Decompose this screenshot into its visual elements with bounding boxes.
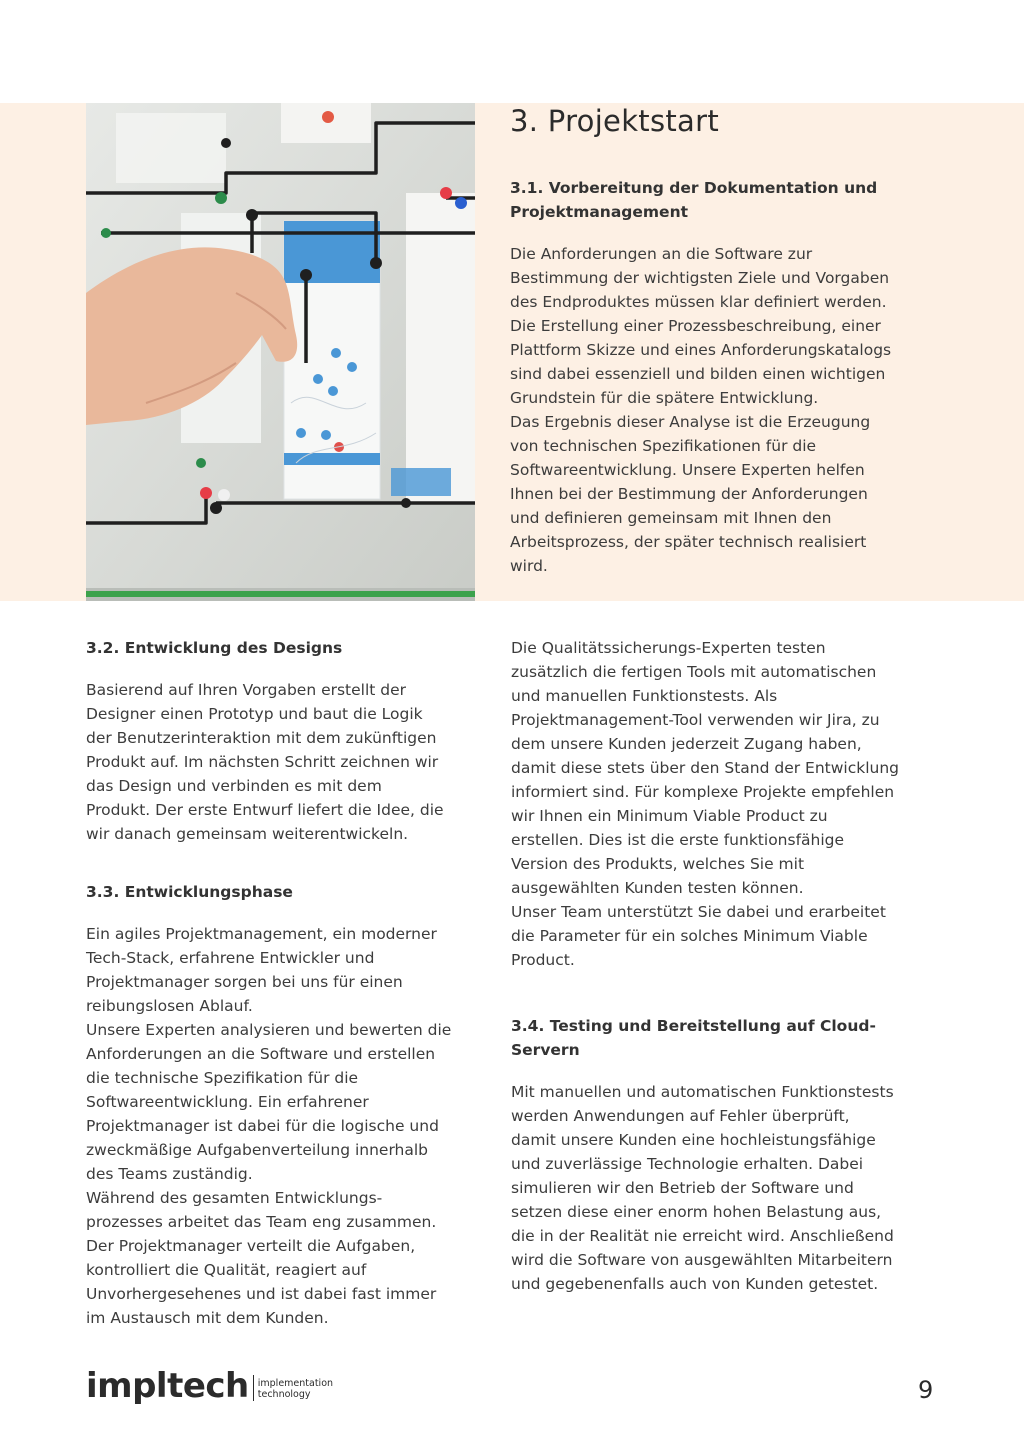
logo-tagline: implementation technology — [257, 1378, 334, 1400]
section-3-1-text: Die Anforderungen an die Software zur Bestimmung der wichtigsten Ziele und Vorgaben des Endproduktes müssen klar definiert werden. Die Erstellung einer Prozessbeschreibung, einer Plattform Skizze und eines Anforderungskatalogs sind dabei essenziell und bilden einen wichtigen Grundstein für die spätere Entwicklung. Das Ergebnis dieser Analyse ist die Erzeugung von technischen Spezifikationen für die Softwareentwicklung. Unsere Experten helfen Ihnen bei der Bestimmung der Anforderungen und definieren gemeinsam mit Ihnen den Arbeitsprozess, der später technisch realisiert wird. — [510, 245, 892, 575]
section-3-4-heading: 3.4. Testing und Bereitstellung auf Cloud- Servern — [511, 1017, 876, 1059]
section-3-3-continued — [511, 636, 951, 972]
section-3-3 — [86, 880, 496, 1330]
section-3-1-heading: 3.1. Vorbereitung der Dokumentation und Projektmanagement — [510, 179, 878, 221]
section-3-3-continued-text: Die Qualitätssicherungs-Experten testen zusätzlich die fertigen Tools mit automatischen und manuellen Funktionstests. Als Projektmanagement-Tool verwenden wir Jira, zu dem unsere Kunden jederzeit Zugang haben, damit diese stets über den Stand der Entwicklung informiert sind. Für komplexe Projekte empfehlen wir Ihnen ein Minimum Viable Product zu erstellen. Dies ist die erste funktionsfähige Version des Produkts, welches Sie mit ausgewählten Kunden testen können. Unser Team unterstützt Sie dabei und erarbeitet die Parameter für ein solches Minimum Viable Product. — [511, 639, 900, 969]
section-3-3-heading: 3.3. Entwicklungsphase — [86, 883, 293, 901]
section-3-2-heading: 3.2. Entwicklung des Designs — [86, 639, 343, 657]
page-number: 9 — [918, 1376, 934, 1404]
section-3-3-text: Ein agiles Projektmanagement, ein moderner Tech-Stack, erfahrene Entwickler und Projektmanager sorgen bei uns für einen reibungslosen Ablauf. Unsere Experten analysieren und bewerten die Anforderungen an die Software und erstellen die technische Spezifikation für die Softwareentwicklung. Ein erfahrener Projektmanager ist dabei für die logische und zweckmäßige Aufgabenverteilung innerhalb des Teams zuständig. Während des gesamten Entwicklungs- prozesses arbeitet das Team eng zusammen. Der Projektmanager verteilt die Aufgaben, kontrolliert die Qualität, reagiert auf Unvorhergesehenes und ist dabei fast immer im Austausch mit dem Kunden. — [86, 925, 452, 1327]
logo-divider — [253, 1375, 254, 1401]
logo-wordmark: impltech — [86, 1366, 249, 1406]
section-3-1 — [510, 176, 930, 578]
section-3-2 — [86, 636, 496, 846]
section-3-2-text: Basierend auf Ihren Vorgaben erstellt der Designer einen Prototyp und baut die Logik der Benutzerinteraktion mit dem zukünftigen Produkt auf. Im nächsten Schritt zeichnen wir das Design und verbinden es mit dem Produkt. Der erste Entwurf liefert die Idee, die wir danach gemeinsam weiterentwickeln. — [86, 681, 444, 843]
company-logo — [86, 1366, 333, 1406]
section-3-4-text: Mit manuellen und automatischen Funktionstests werden Anwendungen auf Fehler überprüft, damit unsere Kunden eine hochleistungsfähige und zuverlässige Technologie erhalten. Dabei simulieren wir den Betrieb der Software und setzen diese einer enorm hohen Belastung aus, die in der Realität nie erreicht wird. Anschließend wird die Software von ausgewählten Mitarbeitern und gegebenenfalls auch von Kunden getestet. — [511, 1083, 894, 1293]
page-title: 3. Projektstart — [510, 104, 720, 138]
project-board-photo — [86, 103, 475, 601]
section-3-4 — [511, 1014, 951, 1296]
